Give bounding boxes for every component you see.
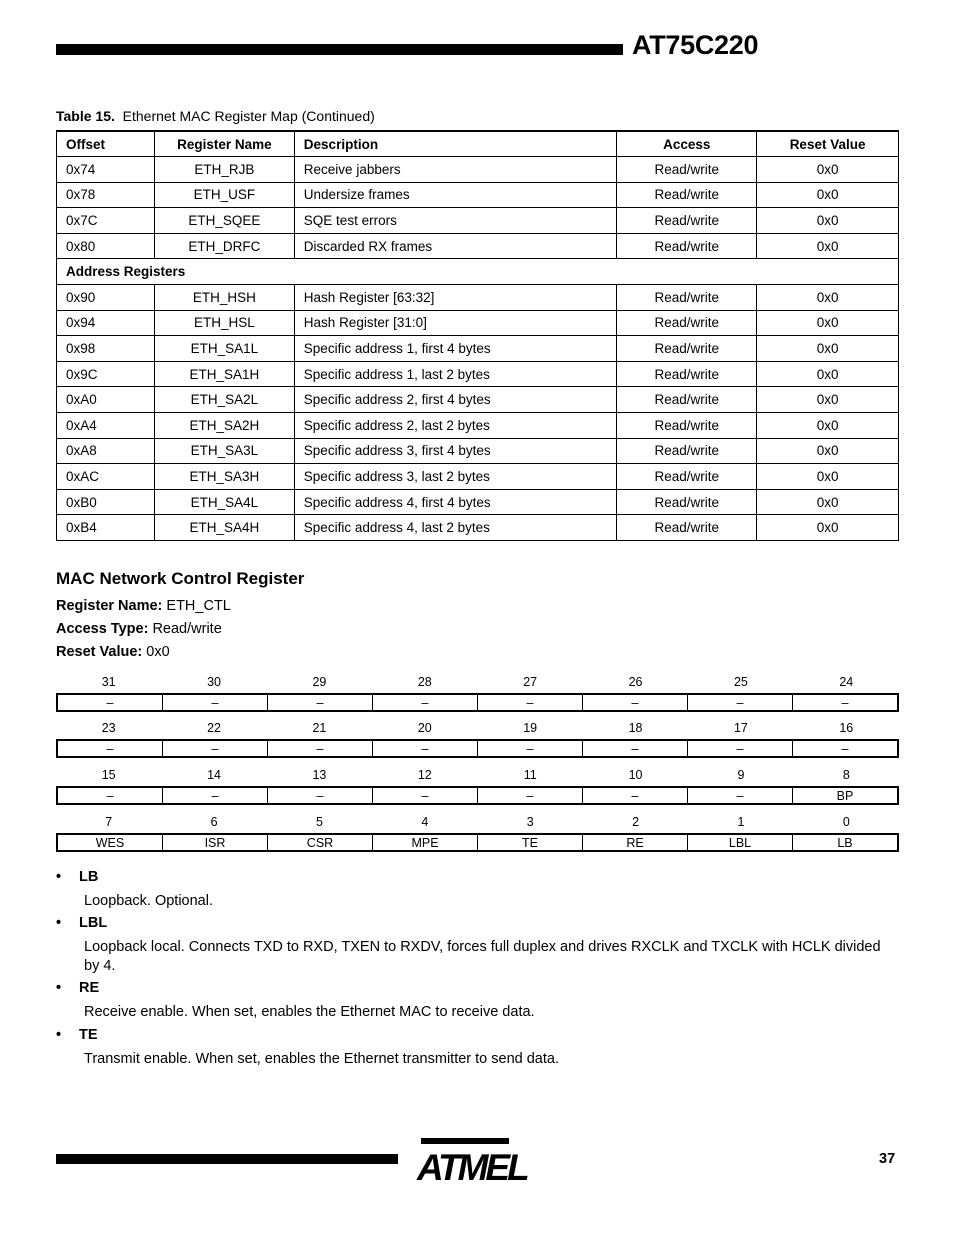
cell-register-name: ETH_RJB <box>154 157 294 183</box>
bit-field-row <box>56 739 899 758</box>
cell-description: Discarded RX frames <box>294 233 617 259</box>
bit-number: 8 <box>842 768 850 782</box>
cell-offset: 0xB4 <box>57 515 155 541</box>
bit-field-cell: CSR <box>267 835 372 850</box>
register-map-table <box>56 130 899 541</box>
bit-description: Transmit enable. When set, enables the Ethernet transmitter to send data. <box>84 1051 559 1067</box>
bit-field-cell: – <box>106 742 114 756</box>
cell-description: Specific address 2, first 4 bytes <box>294 387 617 413</box>
bit-name: RE <box>79 980 100 996</box>
cell-register-name: ETH_DRFC <box>154 233 294 259</box>
bit-field-cell: – <box>687 695 792 710</box>
cell-description: Undersize frames <box>294 182 617 208</box>
bit-field-cell: MPE <box>372 835 477 850</box>
bit-number: 1 <box>737 815 745 829</box>
cell-offset: 0x74 <box>57 157 155 183</box>
cell-offset: 0xA0 <box>57 387 155 413</box>
table-row <box>57 310 899 336</box>
bit-number: 9 <box>737 768 745 782</box>
bit-field-cell: – <box>792 695 897 710</box>
cell-register-name: ETH_SA3L <box>154 438 294 464</box>
cell-description: Specific address 4, first 4 bytes <box>294 489 617 515</box>
bit-number: 0 <box>842 815 850 829</box>
cell-register-name: ETH_SQEE <box>154 208 294 234</box>
bit-field-cell: – <box>267 788 372 803</box>
bit-number: 31 <box>101 675 116 689</box>
bit-field-cell: – <box>477 695 582 710</box>
cell-register-name: ETH_SA1L <box>154 336 294 362</box>
bit-field-cell: – <box>582 695 687 710</box>
cell-reset-value: 0x0 <box>757 387 899 413</box>
cell-access: Read/write <box>617 413 757 439</box>
bit-field-cell: LBL <box>687 835 792 850</box>
cell-offset: 0x90 <box>57 285 155 311</box>
register-name-value: ETH_CTL <box>166 598 231 614</box>
cell-description: Receive jabbers <box>294 157 617 183</box>
bit-number: 16 <box>839 721 854 735</box>
cell-reset-value: 0x0 <box>757 310 899 336</box>
bit-field-cell: – <box>477 741 582 756</box>
cell-access: Read/write <box>617 489 757 515</box>
cell-register-name: ETH_SA4L <box>154 489 294 515</box>
bit-field-cell: – <box>162 788 267 803</box>
bit-number: 2 <box>632 815 640 829</box>
cell-access: Read/write <box>617 464 757 490</box>
bullet-heading <box>56 915 107 931</box>
bit-number: 18 <box>628 721 643 735</box>
table-row <box>57 387 899 413</box>
bullet-icon: • <box>56 869 62 885</box>
bit-number: 5 <box>315 815 323 829</box>
cell-register-name: ETH_SA3H <box>154 464 294 490</box>
cell-reset-value: 0x0 <box>757 336 899 362</box>
table-row <box>57 233 899 259</box>
atmel-logo-icon <box>413 1136 527 1188</box>
cell-offset: 0xB0 <box>57 489 155 515</box>
cell-access: Read/write <box>617 285 757 311</box>
cell-description: Specific address 1, first 4 bytes <box>294 336 617 362</box>
bit-name: TE <box>79 1027 98 1043</box>
header-rule <box>56 44 623 55</box>
bit-number: 15 <box>101 768 116 782</box>
bitfield-byte <box>56 815 899 852</box>
bitfield-byte <box>56 675 899 712</box>
cell-description: Specific address 1, last 2 bytes <box>294 361 617 387</box>
bullet-icon: • <box>56 1027 62 1043</box>
bit-field-cell: – <box>372 695 477 710</box>
cell-reset-value: 0x0 <box>757 438 899 464</box>
bit-number-row <box>56 768 899 786</box>
table-caption-text: Ethernet MAC Register Map (Continued) <box>122 108 375 124</box>
bit-number: 12 <box>417 768 432 782</box>
bit-field-cell: – <box>106 696 114 710</box>
register-name-label: Register Name: <box>56 598 163 614</box>
table-row <box>57 464 899 490</box>
bit-field-cell: WES <box>95 836 125 850</box>
cell-offset: 0x94 <box>57 310 155 336</box>
cell-access: Read/write <box>617 233 757 259</box>
bit-number: 28 <box>417 675 432 689</box>
cell-access: Read/write <box>617 182 757 208</box>
bit-number: 21 <box>312 721 327 735</box>
table-row <box>57 336 899 362</box>
cell-register-name: ETH_SA2L <box>154 387 294 413</box>
cell-reset-value: 0x0 <box>757 233 899 259</box>
table-body <box>57 157 899 541</box>
table-header-row <box>57 131 899 157</box>
bit-field-cell: – <box>267 741 372 756</box>
bit-number: 27 <box>523 675 538 689</box>
cell-description: Specific address 3, first 4 bytes <box>294 438 617 464</box>
bit-field-cell: – <box>372 741 477 756</box>
bit-description: Loopback local. Connects TXD to RXD, TXEN to RXDV, forces full duplex and drives RXCLK and TXCLK with HCLK divided by 4. <box>84 939 881 974</box>
cell-offset: 0x9C <box>57 361 155 387</box>
bit-field-cell: – <box>162 741 267 756</box>
cell-reset-value: 0x0 <box>757 464 899 490</box>
bit-number: 10 <box>628 768 643 782</box>
cell-description: Specific address 3, last 2 bytes <box>294 464 617 490</box>
bullet-icon: • <box>56 915 62 931</box>
bit-name: LBL <box>79 915 108 931</box>
bit-number-row <box>56 721 899 739</box>
bit-number: 26 <box>628 675 643 689</box>
column-header-description: Description <box>294 131 617 157</box>
bit-field-cell: – <box>582 741 687 756</box>
bit-field-cell: – <box>106 789 114 803</box>
bit-number: 14 <box>207 768 222 782</box>
cell-offset: 0xA8 <box>57 438 155 464</box>
bit-number: 30 <box>207 675 222 689</box>
reset-value-line <box>56 644 170 660</box>
cell-reset-value: 0x0 <box>757 157 899 183</box>
bit-field-cell: – <box>267 695 372 710</box>
cell-register-name: ETH_HSL <box>154 310 294 336</box>
bit-field-cell: – <box>792 741 897 756</box>
bit-number: 24 <box>839 675 854 689</box>
cell-offset: 0xA4 <box>57 413 155 439</box>
cell-offset: 0x98 <box>57 336 155 362</box>
cell-reset-value: 0x0 <box>757 285 899 311</box>
cell-offset: 0x80 <box>57 233 155 259</box>
bit-number: 17 <box>733 721 748 735</box>
bit-field-cell: – <box>162 695 267 710</box>
bit-field-row <box>56 693 899 712</box>
bit-field-cell: – <box>372 788 477 803</box>
table-caption-label: Table 15. <box>56 108 115 124</box>
cell-access: Read/write <box>617 208 757 234</box>
bit-field-row <box>56 833 899 852</box>
section-title: MAC Network Control Register <box>56 569 305 588</box>
column-header-offset: Offset <box>57 131 155 157</box>
bit-number: 20 <box>417 721 432 735</box>
bit-field-cell: LB <box>792 835 897 850</box>
bitfield-byte <box>56 721 899 758</box>
bit-number: 11 <box>523 768 537 782</box>
bit-name: LB <box>79 869 99 885</box>
table-row <box>57 285 899 311</box>
bit-number: 23 <box>101 721 116 735</box>
cell-description: Specific address 4, last 2 bytes <box>294 515 617 541</box>
bit-number: 22 <box>207 721 222 735</box>
column-header-register-name: Register Name <box>154 131 294 157</box>
cell-register-name: ETH_SA2H <box>154 413 294 439</box>
cell-offset: 0x78 <box>57 182 155 208</box>
group-row <box>57 259 899 285</box>
bit-number: 4 <box>421 815 429 829</box>
cell-register-name: ETH_SA1H <box>154 361 294 387</box>
bit-field-cell: RE <box>582 835 687 850</box>
cell-register-name: ETH_HSH <box>154 285 294 311</box>
table-caption <box>56 108 375 124</box>
bit-field-cell: – <box>477 788 582 803</box>
bullet-icon: • <box>56 980 62 996</box>
cell-description: Hash Register [63:32] <box>294 285 617 311</box>
table-row <box>57 413 899 439</box>
bit-description: Loopback. Optional. <box>84 893 213 909</box>
page-number: 37 <box>879 1151 896 1167</box>
table-row <box>57 515 899 541</box>
cell-reset-value: 0x0 <box>757 489 899 515</box>
table-row <box>57 157 899 183</box>
bit-description: Receive enable. When set, enables the Ethernet MAC to receive data. <box>84 1004 535 1020</box>
bit-field-cell: – <box>687 741 792 756</box>
access-type-value: Read/write <box>152 621 222 637</box>
bullet-heading <box>56 869 98 885</box>
cell-reset-value: 0x0 <box>757 361 899 387</box>
cell-access: Read/write <box>617 336 757 362</box>
cell-reset-value: 0x0 <box>757 515 899 541</box>
cell-description: Hash Register [31:0] <box>294 310 617 336</box>
table-row <box>57 208 899 234</box>
cell-description: SQE test errors <box>294 208 617 234</box>
bit-field-cell: – <box>687 788 792 803</box>
bitfield-byte <box>56 768 899 805</box>
cell-offset: 0x7C <box>57 208 155 234</box>
cell-access: Read/write <box>617 157 757 183</box>
bullet-heading <box>56 1027 98 1043</box>
bit-number: 29 <box>312 675 327 689</box>
bit-field-row <box>56 786 899 805</box>
column-header-access: Access <box>617 131 757 157</box>
access-type-label: Access Type: <box>56 621 149 637</box>
cell-access: Read/write <box>617 387 757 413</box>
cell-access: Read/write <box>617 361 757 387</box>
cell-reset-value: 0x0 <box>757 208 899 234</box>
bit-field-cell: TE <box>477 835 582 850</box>
bit-number: 25 <box>733 675 748 689</box>
reset-value-label: Reset Value: <box>56 644 143 660</box>
bit-field-cell: – <box>582 788 687 803</box>
group-label: Address Registers <box>57 259 899 285</box>
reset-value-value: 0x0 <box>146 644 170 660</box>
column-header-reset-value: Reset Value <box>757 131 899 157</box>
bit-field-cell: ISR <box>162 835 267 850</box>
bit-number: 3 <box>526 815 534 829</box>
cell-offset: 0xAC <box>57 464 155 490</box>
bit-number: 19 <box>523 721 538 735</box>
bit-number-row <box>56 815 899 833</box>
cell-description: Specific address 2, last 2 bytes <box>294 413 617 439</box>
footer-rule <box>56 1154 398 1164</box>
bit-field-cell: BP <box>792 788 897 803</box>
cell-reset-value: 0x0 <box>757 413 899 439</box>
cell-reset-value: 0x0 <box>757 182 899 208</box>
cell-access: Read/write <box>617 310 757 336</box>
register-name-line <box>56 598 231 614</box>
access-type-line <box>56 621 222 637</box>
cell-access: Read/write <box>617 515 757 541</box>
table-row <box>57 182 899 208</box>
bit-number: 13 <box>312 768 327 782</box>
table-row <box>57 489 899 515</box>
bullet-heading <box>56 980 99 996</box>
cell-access: Read/write <box>617 438 757 464</box>
cell-register-name: ETH_SA4H <box>154 515 294 541</box>
bit-number: 6 <box>210 815 218 829</box>
table-row <box>57 438 899 464</box>
logo-text: ATMEL <box>417 1147 527 1188</box>
cell-register-name: ETH_USF <box>154 182 294 208</box>
bit-number: 7 <box>105 815 113 829</box>
bit-number-row <box>56 675 899 693</box>
document-title: AT75C220 <box>632 30 759 60</box>
table-row <box>57 361 899 387</box>
